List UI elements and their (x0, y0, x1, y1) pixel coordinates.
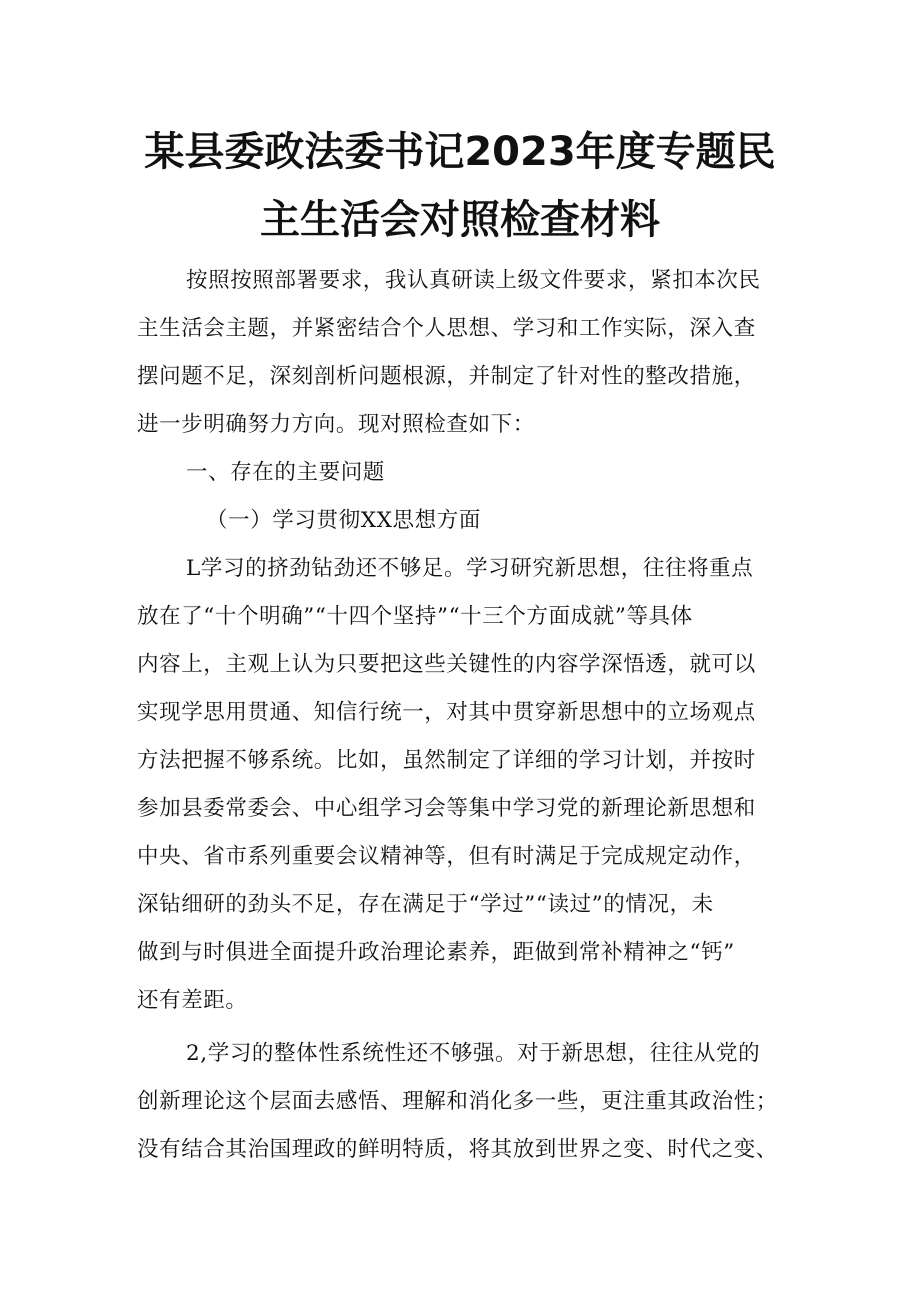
paragraph-1-line-3: 内容上，主观上认为只要把这些关键性的内容学深悟透，就可以 (137, 652, 756, 677)
paragraph-1-line-5: 方法把握不够系统。比如，虽然制定了详细的学习计划，并按时 (137, 748, 756, 773)
document-title-line-1: 某县委政法委书记2023年度专题民 (144, 129, 776, 175)
paragraph-intro-line-2: 主生活会主题，并紧密结合个人思想、学习和工作实际，深入查 (137, 316, 756, 341)
paragraph-2-line-2: 创新理论这个层面去感悟、理解和消化多一些，更注重其政治性； (137, 1089, 778, 1114)
paragraph-1-line-4: 实现学思用贯通、知信行统一，对其中贯穿新思想中的立场观点 (137, 700, 756, 725)
paragraph-1-line-7: 中央、省市系列重要会议精神等，但有时满足于完成规定动作， (137, 844, 756, 869)
paragraph-1-line-9: 做到与时俱进全面提升政治理论素养，距做到常补精神之“钙” (137, 940, 735, 965)
paragraph-intro-line-1: 按照按照部署要求，我认真研读上级文件要求，紧扣本次民 (186, 268, 761, 293)
paragraph-1-line-6: 参加县委常委会、中心组学习会等集中学习党的新理论新思想和 (137, 796, 756, 821)
paragraph-2-line-3: 没有结合其治国理政的鲜明特质，将其放到世界之变、时代之变、 (137, 1137, 778, 1162)
document-title-line-2: 主生活会对照检查材料 (260, 197, 660, 243)
paragraph-2-line-1: 2,学习的整体性系统性还不够强。对于新思想，往往从党的 (186, 1041, 761, 1066)
paragraph-1-line-8: 深钻细研的劲头不足，存在满足于“学过”“读过”的情况，未 (137, 892, 714, 917)
paragraph-1-line-10: 还有差距。 (137, 988, 248, 1013)
paragraph-intro-line-4: 进一步明确努力方向。现对照检查如下： (137, 412, 535, 437)
paragraph-1-line-1: L学习的挤劲钻劲还不够足。学习研究新思想，往往将重点 (186, 556, 754, 581)
paragraph-1-line-2: 放在了“十个明确”“十四个坚持”“十三个方面成就”等具体 (137, 604, 693, 629)
paragraph-intro-line-3: 摆问题不足，深刻剖析问题根源，并制定了针对性的整改措施， (137, 364, 756, 389)
section-heading: 一、存在的主要问题 (186, 460, 385, 485)
subsection-heading: （一）学习贯彻XX思想方面 (206, 508, 481, 533)
